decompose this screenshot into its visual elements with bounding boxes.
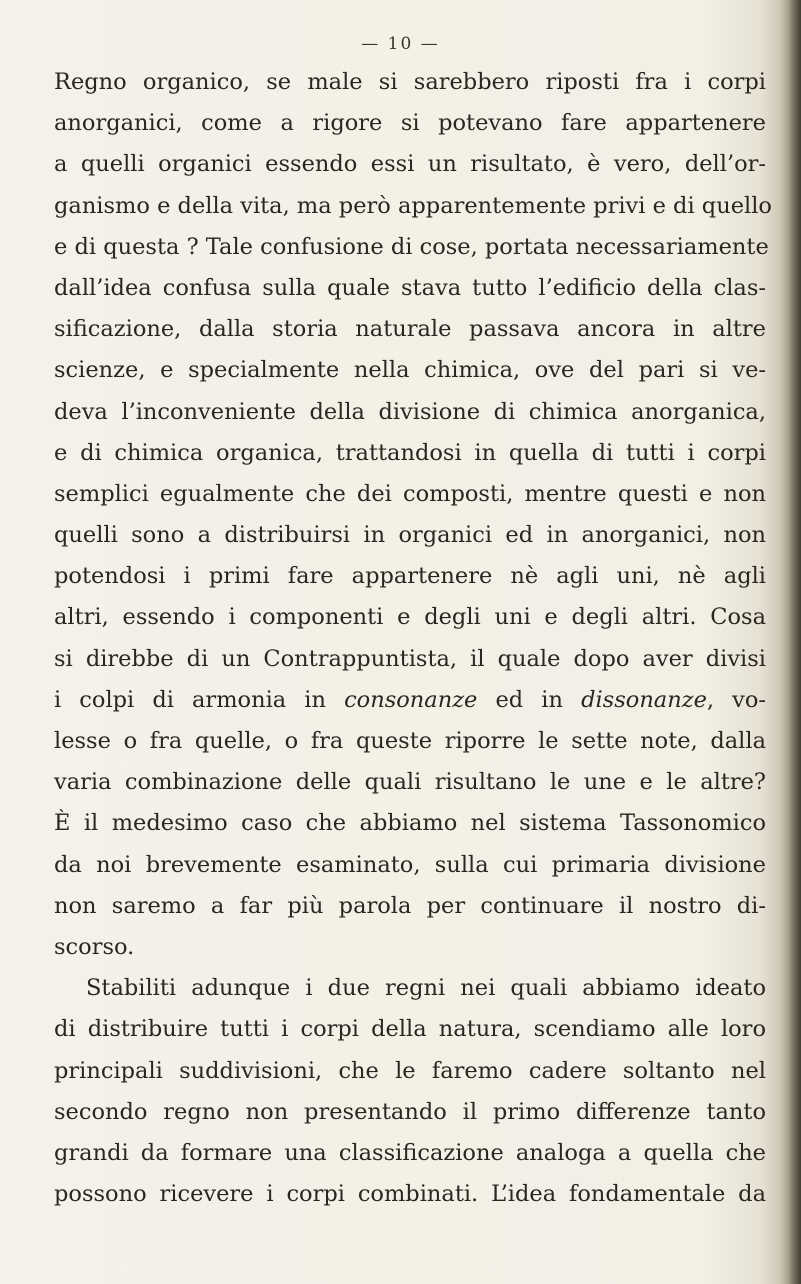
text-fragment: i colpi di armonia in	[54, 686, 345, 713]
italic-term-consonanze: consonanze	[344, 686, 478, 713]
text-line-italic-terms	[54, 680, 766, 721]
text-fragment: ed in	[477, 686, 582, 713]
page-number: — 10 —	[361, 34, 440, 54]
text-line: sificazione, dalla storia naturale passava ancora in altre	[54, 316, 766, 343]
text-line: da noi brevemente esaminato, sulla cui primaria divisione	[54, 851, 766, 878]
text-line: È il medesimo caso che abbiamo nel sistema Tassonomico	[54, 810, 766, 837]
paragraph-start-line: Stabiliti adunque i due regni nei quali abbiamo ideato	[86, 975, 766, 1002]
text-line: potendosi i primi fare appartenere nè agli uni, nè agli	[54, 563, 766, 590]
text-line: scienze, e specialmente nella chimica, ove del pari si ve-	[54, 357, 766, 384]
page-edge-shadow	[779, 0, 801, 1284]
text-line: deva l’inconveniente della divisione di chimica anorganica,	[54, 398, 766, 425]
text-line: si direbbe di un Contrappuntista, il quale dopo aver divisi	[54, 645, 766, 672]
text-line: dall’idea confusa sulla quale stava tutto l’edificio della clas-	[54, 274, 766, 301]
text-line: possono ricevere i corpi combinati. L’idea fondamentale da	[54, 1181, 766, 1208]
text-line: e di questa ? Tale confusione di cose, portata necessariamente	[54, 233, 769, 260]
body-text	[54, 62, 772, 1215]
text-line: non saremo a far più parola per continuare il nostro di-	[54, 892, 766, 919]
text-line: varia combinazione delle quali risultano le une e le altre?	[54, 769, 766, 796]
text-line: a quelli organici essendo essi un risultato, è vero, dell’or-	[54, 151, 766, 178]
text-line: scorso.	[54, 933, 135, 960]
text-line: Regno organico, se male si sarebbero riposti fra i corpi	[54, 69, 766, 95]
text-line: altri, essendo i componenti e degli uni e degli altri. Cosa	[54, 604, 766, 631]
text-line: principali suddivisioni, che le faremo cadere soltanto nel	[54, 1057, 766, 1084]
text-line: di distribuire tutti i corpi della natura, scendiamo alle loro	[54, 1016, 766, 1043]
text-line: semplici egualmente che dei composti, mentre questi e non	[54, 480, 766, 507]
italic-term-dissonanze: dissonanze	[581, 686, 707, 713]
text-line: grandi da formare una classificazione analoga a quella che	[54, 1139, 766, 1166]
text-line: secondo regno non presentando il primo differenze tanto	[54, 1098, 766, 1125]
text-line: e di chimica organica, trattandosi in quella di tutti i corpi	[54, 439, 766, 466]
text-line: lesse o fra quelle, o fra queste riporre le sette note, dalla	[54, 728, 766, 754]
text-fragment: , vo-	[706, 686, 766, 713]
text-line: ganismo e della vita, ma però apparentemente privi e di quello	[54, 192, 772, 219]
text-line: quelli sono a distribuirsi in organici ed in anorganici, non	[54, 522, 766, 549]
text-line: anorganici, come a rigore si potevano fare appartenere	[54, 110, 766, 137]
